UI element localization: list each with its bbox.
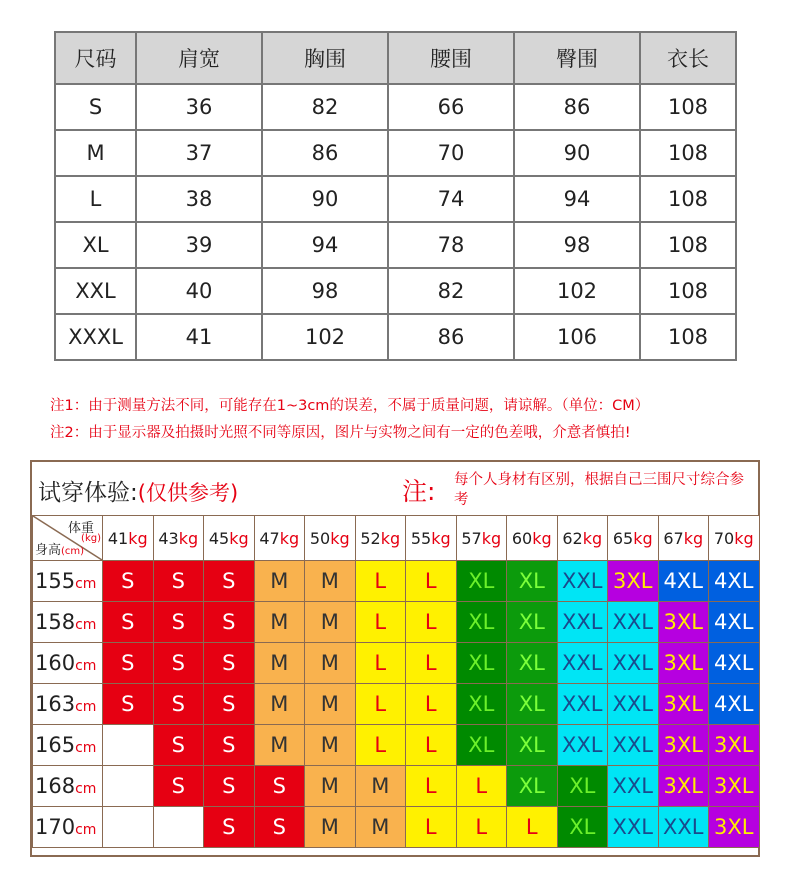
size-cell: M xyxy=(254,602,305,643)
height-unit: cm xyxy=(75,576,97,592)
size-cell: S xyxy=(153,643,204,684)
height-value: 165 xyxy=(35,733,76,757)
height-unit: cm xyxy=(75,781,97,797)
size-table-row xyxy=(55,222,736,268)
weight-unit: kg xyxy=(128,528,148,548)
weight-value: 60 xyxy=(511,528,533,548)
weight-header-row xyxy=(33,516,760,561)
size-cell: 3XL xyxy=(658,725,709,766)
size-cell: S xyxy=(153,602,204,643)
size-cell: XXL xyxy=(608,684,659,725)
weight-unit: kg xyxy=(481,528,502,548)
tryon-chart xyxy=(30,460,760,857)
size-cell: S xyxy=(103,602,154,643)
size-table-cell: 82 xyxy=(388,268,514,314)
size-cell: M xyxy=(254,561,305,602)
weight-value: 55 xyxy=(410,528,432,548)
tryon-title xyxy=(38,474,238,507)
header-length: 衣长 xyxy=(640,32,736,84)
size-table-cell: 39 xyxy=(136,222,262,268)
height-label-cell xyxy=(33,684,103,725)
size-table-cell: 94 xyxy=(262,222,388,268)
tryon-note-text: 每个人身材有区别，根据自己三围尺寸综合参考 xyxy=(454,472,744,508)
height-unit: cm xyxy=(75,699,97,715)
weight-unit: kg xyxy=(330,528,350,548)
size-table-header-row xyxy=(55,32,736,84)
size-table-row xyxy=(55,268,736,314)
size-cell: XXL xyxy=(557,684,608,725)
height-unit: cm xyxy=(75,617,97,633)
size-cell: L xyxy=(456,766,507,807)
height-value: 155 xyxy=(35,569,76,593)
size-table-cell: 108 xyxy=(640,130,736,176)
size-table-cell: 108 xyxy=(640,176,736,222)
size-cell: 3XL xyxy=(658,643,709,684)
size-cell: 3XL xyxy=(709,766,760,807)
size-cell: M xyxy=(305,561,356,602)
size-table-body xyxy=(55,84,736,360)
size-cell: M xyxy=(305,602,356,643)
size-table-cell: M xyxy=(55,130,136,176)
size-cell: XXL xyxy=(608,725,659,766)
size-table xyxy=(54,31,737,361)
weight-header-cell xyxy=(355,516,406,561)
size-table-cell: 37 xyxy=(136,130,262,176)
size-table-cell: 74 xyxy=(388,176,514,222)
size-cell: M xyxy=(305,725,356,766)
size-cell: M xyxy=(254,725,305,766)
size-cell: S xyxy=(153,684,204,725)
header-chest: 胸围 xyxy=(262,32,388,84)
size-table-row xyxy=(55,176,736,222)
height-row xyxy=(33,725,760,766)
size-table-cell: 108 xyxy=(640,268,736,314)
size-cell: L xyxy=(406,643,457,684)
size-table-cell: 86 xyxy=(514,84,640,130)
size-cell: 3XL xyxy=(658,602,709,643)
tryon-grid xyxy=(32,515,760,848)
header-hip: 臀围 xyxy=(514,32,640,84)
size-table-cell: XXL xyxy=(55,268,136,314)
weight-value: 65 xyxy=(612,528,634,548)
header-size: 尺码 xyxy=(55,32,136,84)
size-cell: 3XL xyxy=(709,807,760,848)
weight-header-cell xyxy=(557,516,608,561)
size-table-cell: 38 xyxy=(136,176,262,222)
size-cell: XL xyxy=(507,684,558,725)
size-table-row xyxy=(55,130,736,176)
weight-header-cell xyxy=(456,516,507,561)
size-cell: 4XL xyxy=(658,561,709,602)
height-value: 163 xyxy=(35,692,76,716)
size-cell: S xyxy=(103,684,154,725)
weight-header-cell xyxy=(103,516,154,561)
size-cell: XXL xyxy=(557,643,608,684)
size-cell: M xyxy=(355,766,406,807)
size-cell: 4XL xyxy=(709,643,760,684)
size-table-cell: 40 xyxy=(136,268,262,314)
weight-value: 70 xyxy=(713,528,735,548)
size-table-cell: 98 xyxy=(262,268,388,314)
size-table-cell: L xyxy=(55,176,136,222)
size-cell: XXL xyxy=(658,807,709,848)
tryon-note-mark: 注: xyxy=(402,477,436,506)
size-cell: 3XL xyxy=(608,561,659,602)
size-cell: L xyxy=(355,602,406,643)
size-cell: XL xyxy=(557,766,608,807)
weight-value: 57 xyxy=(461,528,482,548)
size-cell: S xyxy=(153,725,204,766)
height-row xyxy=(33,561,760,602)
size-cell: XXL xyxy=(608,602,659,643)
weight-unit: kg xyxy=(532,528,552,548)
weight-value: 45 xyxy=(208,528,230,548)
size-table-row xyxy=(55,314,736,360)
size-table-cell: 86 xyxy=(262,130,388,176)
size-cell: 3XL xyxy=(658,766,709,807)
height-label-cell xyxy=(33,561,103,602)
size-table-cell: 102 xyxy=(514,268,640,314)
height-unit: cm xyxy=(75,740,97,756)
size-cell: XL xyxy=(507,725,558,766)
height-value: 158 xyxy=(35,610,76,634)
size-table-cell: 98 xyxy=(514,222,640,268)
size-cell: S xyxy=(254,807,305,848)
weight-value: 52 xyxy=(360,528,381,548)
size-table-cell: 90 xyxy=(514,130,640,176)
grid-corner xyxy=(33,516,103,561)
size-cell: S xyxy=(204,684,255,725)
weight-unit: kg xyxy=(431,528,451,548)
weight-header-cell xyxy=(709,516,760,561)
size-cell: S xyxy=(103,643,154,684)
size-table-cell: 78 xyxy=(388,222,514,268)
size-cell: XL xyxy=(456,561,507,602)
weight-value: 41 xyxy=(107,528,129,548)
size-cell: 4XL xyxy=(709,602,760,643)
size-cell: L xyxy=(406,807,457,848)
size-cell: S xyxy=(204,643,255,684)
weight-unit: kg xyxy=(582,528,603,548)
tryon-grid-body xyxy=(33,516,760,848)
size-table-cell: 102 xyxy=(262,314,388,360)
size-cell: L xyxy=(406,684,457,725)
size-table-cell: 36 xyxy=(136,84,262,130)
weight-header-cell xyxy=(406,516,457,561)
weight-unit: kg xyxy=(279,528,300,548)
size-cell: XL xyxy=(456,725,507,766)
height-label-cell xyxy=(33,643,103,684)
weight-unit: kg xyxy=(633,528,653,548)
size-table-cell: XL xyxy=(55,222,136,268)
note-color-difference: 注2：由于显示器及拍摄时光照不同等原因，图片与实物之间有一定的色差哦，介意者慎拍! xyxy=(50,425,631,441)
size-cell: L xyxy=(355,725,406,766)
size-cell: XL xyxy=(456,643,507,684)
height-row xyxy=(33,807,760,848)
size-cell: M xyxy=(254,643,305,684)
size-table-cell: 82 xyxy=(262,84,388,130)
size-cell: L xyxy=(355,561,406,602)
weight-header-cell xyxy=(658,516,709,561)
size-cell xyxy=(153,807,204,848)
tryon-title-text: 试穿体验: xyxy=(38,480,138,506)
size-cell: S xyxy=(153,766,204,807)
size-cell: XL xyxy=(507,602,558,643)
size-table-cell: 41 xyxy=(136,314,262,360)
size-cell: 4XL xyxy=(709,561,760,602)
size-cell: L xyxy=(406,766,457,807)
height-value: 160 xyxy=(35,651,76,675)
weight-unit: kg xyxy=(380,528,401,548)
size-cell: XL xyxy=(557,807,608,848)
weight-unit: kg xyxy=(229,528,249,548)
weight-value: 47 xyxy=(259,528,280,548)
corner-height-label xyxy=(35,539,84,558)
size-cell: L xyxy=(406,561,457,602)
weight-value: 43 xyxy=(158,528,179,548)
size-cell xyxy=(103,766,154,807)
size-cell: XL xyxy=(507,766,558,807)
height-label-cell xyxy=(33,602,103,643)
size-table-cell: XXXL xyxy=(55,314,136,360)
corner-height-unit: (cm) xyxy=(61,546,85,557)
weight-header-cell xyxy=(204,516,255,561)
size-cell: M xyxy=(305,766,356,807)
size-table-cell: 106 xyxy=(514,314,640,360)
size-cell: S xyxy=(204,561,255,602)
size-cell: XXL xyxy=(557,602,608,643)
height-row xyxy=(33,602,760,643)
height-row xyxy=(33,766,760,807)
size-cell: L xyxy=(355,684,406,725)
size-cell: L xyxy=(507,807,558,848)
size-cell: S xyxy=(254,766,305,807)
weight-unit: kg xyxy=(683,528,704,548)
size-table-cell: 108 xyxy=(640,222,736,268)
height-row xyxy=(33,684,760,725)
size-cell: XL xyxy=(507,643,558,684)
tryon-title-reference: (仅供参考) xyxy=(137,481,239,505)
size-cell xyxy=(103,725,154,766)
size-cell: 3XL xyxy=(658,684,709,725)
weight-header-cell xyxy=(608,516,659,561)
size-table-cell: 108 xyxy=(640,314,736,360)
weight-unit: kg xyxy=(734,528,754,548)
weight-header-cell xyxy=(254,516,305,561)
size-cell: XL xyxy=(456,602,507,643)
size-cell: M xyxy=(305,684,356,725)
header-shoulder: 肩宽 xyxy=(136,32,262,84)
size-table-cell: 90 xyxy=(262,176,388,222)
size-cell: XL xyxy=(456,684,507,725)
corner-height-text: 身高 xyxy=(35,543,62,558)
height-row xyxy=(33,643,760,684)
size-table-cell: 66 xyxy=(388,84,514,130)
height-label-cell xyxy=(33,725,103,766)
size-cell: 4XL xyxy=(709,684,760,725)
size-cell: M xyxy=(305,643,356,684)
corner-weight-unit: (kg) xyxy=(81,533,101,544)
corner-weight-label: 体重 xyxy=(67,521,94,536)
height-value: 168 xyxy=(35,774,76,798)
size-cell: L xyxy=(406,602,457,643)
size-cell: S xyxy=(153,561,204,602)
size-cell: S xyxy=(204,766,255,807)
height-value: 170 xyxy=(35,815,76,839)
height-label-cell xyxy=(33,807,103,848)
size-cell: XXL xyxy=(608,766,659,807)
size-cell: M xyxy=(355,807,406,848)
size-cell: M xyxy=(254,684,305,725)
size-table-row xyxy=(55,84,736,130)
size-table-cell: 108 xyxy=(640,84,736,130)
weight-header-cell xyxy=(153,516,204,561)
size-table-cell: 70 xyxy=(388,130,514,176)
size-table-cell: S xyxy=(55,84,136,130)
size-cell: 3XL xyxy=(709,725,760,766)
weight-header-cell xyxy=(305,516,356,561)
size-cell: S xyxy=(204,807,255,848)
size-cell: XXL xyxy=(557,561,608,602)
size-cell: XL xyxy=(507,561,558,602)
size-cell: S xyxy=(204,725,255,766)
weight-header-cell xyxy=(507,516,558,561)
size-cell: L xyxy=(456,807,507,848)
weight-value: 62 xyxy=(562,528,583,548)
weight-value: 67 xyxy=(663,528,684,548)
note-measurement-error: 注1：由于测量方法不同，可能存在1~3cm的误差，不属于质量问题，请谅解。（单位：CM） xyxy=(50,398,650,414)
weight-unit: kg xyxy=(178,528,199,548)
size-cell: L xyxy=(355,643,406,684)
size-cell xyxy=(103,807,154,848)
size-cell: S xyxy=(103,561,154,602)
size-cell: L xyxy=(406,725,457,766)
header-waist: 腰围 xyxy=(388,32,514,84)
size-cell: M xyxy=(305,807,356,848)
height-unit: cm xyxy=(75,658,97,674)
size-cell: S xyxy=(204,602,255,643)
size-table-cell: 94 xyxy=(514,176,640,222)
weight-value: 50 xyxy=(309,528,331,548)
size-cell: XXL xyxy=(608,643,659,684)
height-unit: cm xyxy=(75,822,97,838)
size-cell: XXL xyxy=(608,807,659,848)
height-label-cell xyxy=(33,766,103,807)
size-cell: XXL xyxy=(557,725,608,766)
size-table-cell: 86 xyxy=(388,314,514,360)
